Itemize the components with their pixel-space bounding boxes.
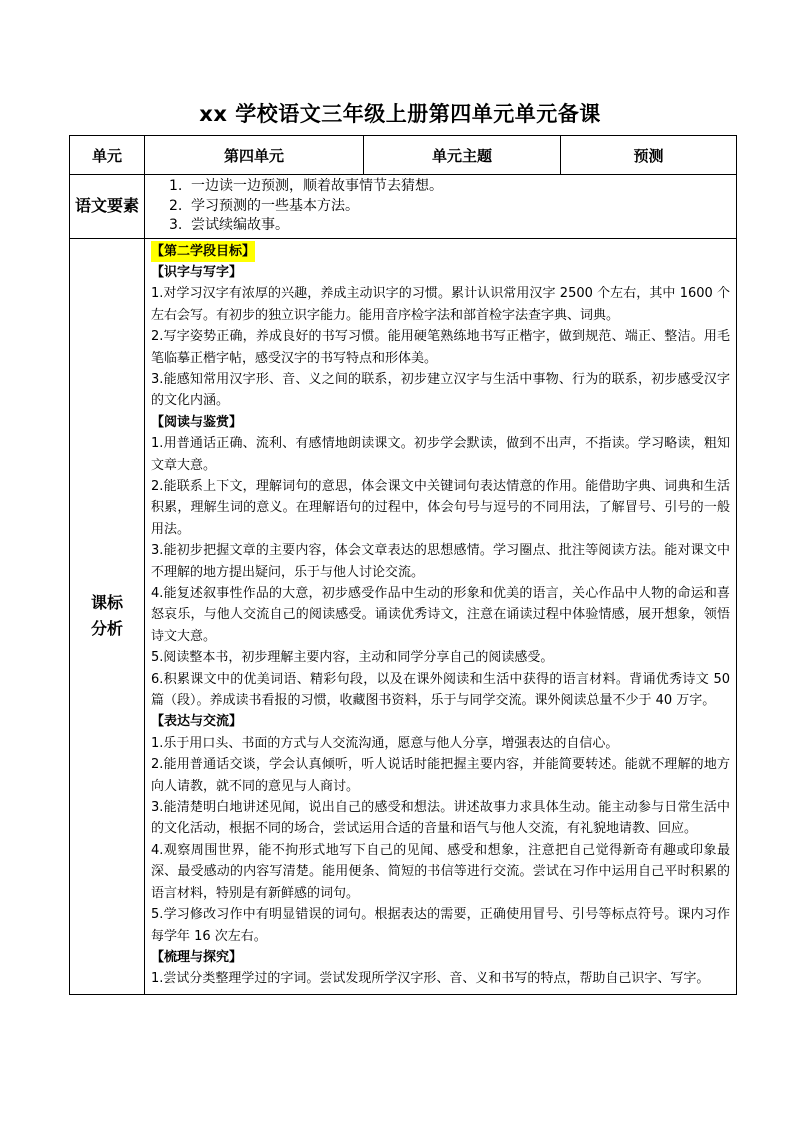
goal-tag: 【第二学段目标】 (151, 241, 255, 262)
section-heading: 【阅读与鉴赏】 (151, 414, 243, 430)
lesson-plan-table (69, 135, 737, 995)
analysis-label: 课标 分析 (70, 238, 145, 994)
paragraph: 5.学习修改习作中有明显错误的词句。根据表达的需要，正确使用冒号、引号等标点符号。课内习作每学年 16 次左右。 (151, 907, 730, 944)
requirement-item: 3. 尝试续编故事。 (169, 217, 289, 233)
analysis-content (145, 238, 737, 994)
theme-value-cell: 预测 (561, 136, 737, 175)
section-heading: 【识字与写字】 (151, 264, 243, 280)
table-header-row (70, 136, 737, 175)
paragraph: 1.尝试分类整理学过的字词。尝试发现所学汉字形、音、义和书写的特点，帮助自己识字、写字。 (151, 971, 710, 987)
paragraph: 5.阅读整本书，初步理解主要内容，主动和同学分享自己的阅读感受。 (151, 650, 554, 666)
paragraph: 1.对学习汉字有浓厚的兴趣，养成主动识字的习惯。累计认识常用汉字 2500 个左右，其中 1600 个左右会写。有初步的独立识字能力。能用音序检字法和部首检字法查字典、词典。 (151, 286, 730, 323)
unit-value-cell: 第四单元 (145, 136, 364, 175)
paragraph: 1.用普通话正确、流利、有感情地朗读课文。初步学会默读，做到不出声，不指读。学习略读，粗知文章大意。 (151, 436, 730, 473)
unit-label-cell: 单元 (70, 136, 145, 175)
section-heading: 【表达与交流】 (151, 714, 243, 730)
paragraph: 6.积累课文中的优美词语、精彩句段，以及在课外阅读和生活中获得的语言材料。背诵优秀诗文 50 篇（段）。养成读书看报的习惯，收藏图书资料，乐于与同学交流。课外阅读总量不少于 40 万字。 (151, 671, 730, 709)
paragraph: 4.能复述叙事性作品的大意，初步感受作品中生动的形象和优美的语言，关心作品中人物的命运和喜怒哀乐，与他人交流自己的阅读感受。诵读优秀诗文，注意在诵读过程中体验情感，展开想象，领悟诗文大意。 (151, 586, 730, 644)
paragraph: 3.能清楚明白地讲述见闻，说出自己的感受和想法。讲述故事力求具体生动。能主动参与日常生活中的文化活动，根据不同的场合，尝试运用合适的音量和语气与他人交流，有礼貌地请教、回应。 (151, 800, 730, 837)
requirement-item: 2. 学习预测的一些基本方法。 (169, 197, 359, 214)
theme-label-cell: 单元主题 (364, 136, 561, 175)
requirements-row (70, 175, 737, 239)
paragraph: 2.写字姿势正确，养成良好的书写习惯。能用硬笔熟练地书写正楷字，做到规范、端正、整洁。用毛笔临摹正楷字帖，感受汉字的书写特点和形体美。 (151, 329, 730, 366)
page-title: xx 学校语文三年级上册第四单元单元备课 (199, 102, 601, 126)
paragraph: 1.乐于用口头、书面的方式与人交流沟通，愿意与他人分享，增强表达的自信心。 (151, 735, 619, 751)
section-heading: 【梳理与探究】 (151, 949, 243, 965)
requirement-item: 1. 一边读一边预测，顺着故事情节去猜想。 (169, 178, 443, 194)
analysis-row (70, 238, 737, 994)
paragraph: 3.能初步把握文章的主要内容，体会文章表达的思想感情。学习圈点、批注等阅读方法。能对课文中不理解的地方提出疑问，乐于与他人讨论交流。 (151, 543, 730, 580)
requirements-label: 语文要素 (70, 175, 145, 239)
paragraph: 2.能联系上下文，理解词句的意思，体会课文中关键词句表达情意的作用。能借助字典、词典和生活积累，理解生词的意义。在理解语句的过程中，体会句号与逗号的不同用法，了解冒号、引号的一般用法。 (151, 478, 730, 537)
paragraph: 2.能用普通话交谈，学会认真倾听，听人说话时能把握主要内容，并能简要转述。能就不理解的地方向人请教，就不同的意见与人商讨。 (151, 757, 730, 794)
paragraph: 3.能感知常用汉字形、音、义之间的联系，初步建立汉字与生活中事物、行为的联系，初步感受汉字的文化内涵。 (151, 371, 730, 409)
paragraph: 4.观察周围世界，能不拘形式地写下自己的见闻、感受和想象，注意把自己觉得新奇有趣或印象最深、最受感动的内容写清楚。能用便条、简短的书信等进行交流。尝试在习作中运用自己平时积累的语言材料，特别是有新鲜感的词句。 (151, 842, 730, 901)
requirements-list (145, 175, 737, 239)
